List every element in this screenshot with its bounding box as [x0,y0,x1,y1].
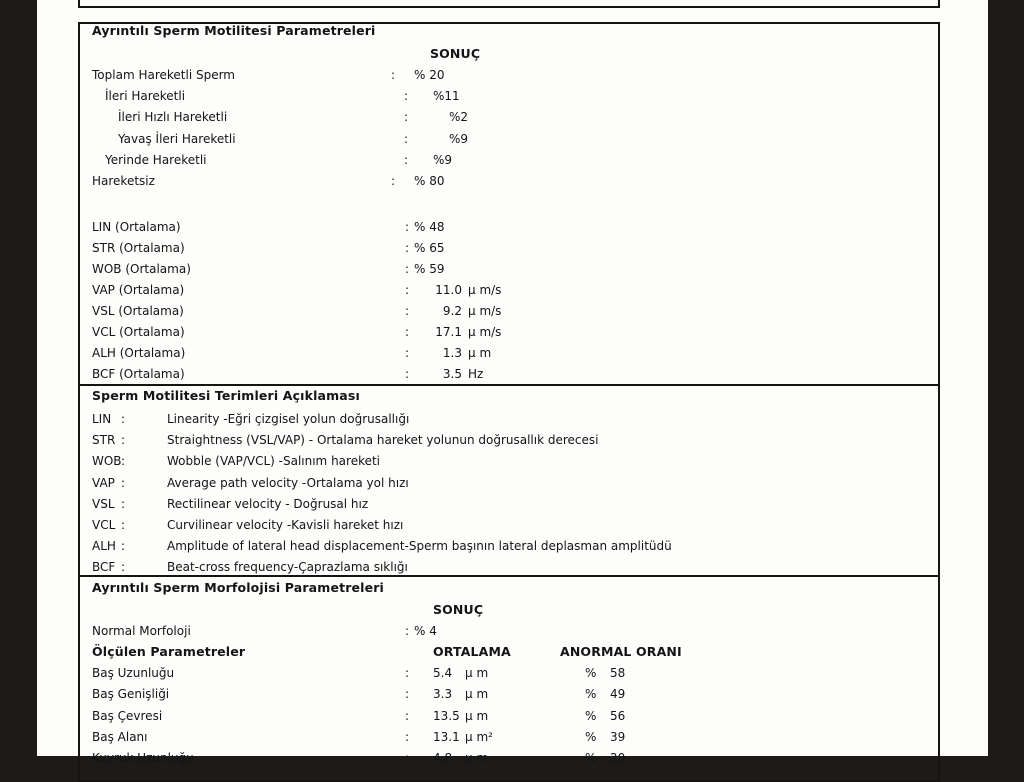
colon: : [121,454,126,468]
abnormal-value: 20 [610,751,626,765]
colon: : [391,68,396,82]
param-label: Toplam Hareketli Sperm [92,68,235,82]
previous-section-box-edge [78,0,940,8]
param-label: VSL (Ortalama) [92,304,184,318]
term-abbr: VCL [92,518,116,532]
term-abbr: VSL [92,497,115,511]
param-value: %9 [449,132,469,146]
param-label: VCL (Ortalama) [92,325,185,339]
param-label: Baş Çevresi [92,709,163,723]
term-abbr: VAP [92,476,115,490]
param-unit: µ m [465,751,489,765]
param-value: % 80 [414,174,445,188]
colon: : [405,666,410,680]
param-label: ALH (Ortalama) [92,346,186,360]
param-label: Baş Alanı [92,730,148,744]
normal-morphology-value: % 4 [414,624,437,638]
normal-morphology-colon: : [405,624,410,638]
param-unit: µ m/s [468,304,502,318]
abnormal-column-header: ANORMAL ORANI [560,644,682,659]
colon: : [405,262,410,276]
colon: : [121,476,126,490]
colon: : [121,539,126,553]
term-abbr: ALH [92,539,116,553]
param-value: 5.4 [433,666,453,680]
param-value: %11 [433,89,460,103]
abnormal-percent-sign: % [585,730,597,744]
motility-section-title: Ayrıntılı Sperm Motilitesi Parametreleri [92,23,376,38]
param-value: 13.1 [433,730,460,744]
colon: : [121,560,126,574]
colon: : [405,709,410,723]
colon: : [404,89,409,103]
param-label: BCF (Ortalama) [92,367,185,381]
term-description: Curvilinear velocity -Kavisli hareket hızı [167,518,404,532]
terms-section-title: Sperm Motilitesi Terimleri Açıklaması [92,388,360,403]
colon: : [404,132,409,146]
morphology-section-title: Ayrıntılı Sperm Morfolojisi Parametreleri [92,580,384,595]
colon: : [121,412,126,426]
abnormal-percent-sign: % [585,709,597,723]
param-label: Yavaş İleri Hareketli [118,132,236,146]
colon: : [405,751,410,765]
param-label: STR (Ortalama) [92,241,185,255]
colon: : [121,433,126,447]
param-label: VAP (Ortalama) [92,283,185,297]
normal-morphology-label: Normal Morfoloji [92,624,191,638]
param-unit: µ m [465,687,489,701]
term-abbr: BCF [92,560,116,574]
morphology-result-header: SONUÇ [433,602,484,617]
abnormal-value: 58 [610,666,626,680]
param-label: Baş Uzunluğu [92,666,175,680]
param-unit: µ m/s [468,283,502,297]
param-label: Hareketsiz [92,174,155,188]
param-value: 3.5 [442,367,462,381]
param-label: LIN (Ortalama) [92,220,181,234]
param-unit: µ m [465,709,489,723]
param-value: 13.5 [433,709,460,723]
param-unit: µ m² [465,730,493,744]
term-description: Straightness (VSL/VAP) - Ortalama hareket yolunun doğrusallık derecesi [167,433,599,447]
abnormal-value: 56 [610,709,626,723]
term-description: Rectilinear velocity - Doğrusal hız [167,497,369,511]
param-value: 17.1 [435,325,462,339]
term-description: Average path velocity -Ortalama yol hızı [167,476,409,490]
param-unit: µ m [465,666,489,680]
term-abbr: LIN [92,412,112,426]
colon: : [405,241,410,255]
colon: : [405,346,410,360]
colon: : [404,153,409,167]
colon: : [404,110,409,124]
param-label: WOB (Ortalama) [92,262,191,276]
colon: : [405,304,410,318]
param-unit: µ m [468,346,492,360]
abnormal-percent-sign: % [585,666,597,680]
colon: : [405,730,410,744]
colon: : [121,518,126,532]
param-label: İleri Hareketli [105,89,186,103]
param-value: 1.3 [442,346,462,360]
param-unit: µ m/s [468,325,502,339]
colon: : [405,283,410,297]
param-label: İleri Hızlı Hareketli [118,110,228,124]
param-value: %9 [433,153,453,167]
motility-result-header: SONUÇ [430,46,481,61]
term-description: Wobble (VAP/VCL) -Salınım hareketi [167,454,381,468]
param-value: %2 [449,110,469,124]
param-value: 4.8 [433,751,453,765]
abnormal-percent-sign: % [585,751,597,765]
param-value: % 59 [414,262,445,276]
mean-column-header: ORTALAMA [433,644,511,659]
colon: : [121,497,126,511]
colon: : [391,174,396,188]
term-description: Linearity -Eğri çizgisel yolun doğrusallığı [167,412,410,426]
param-unit: Hz [468,367,484,381]
param-value: 11.0 [435,283,462,297]
section-divider [78,575,940,577]
param-label: Yerinde Hareketli [105,153,207,167]
abnormal-value: 39 [610,730,626,744]
measured-params-header: Ölçülen Parametreler [92,644,246,659]
term-description: Beat-cross frequency-Çaprazlama sıklığı [167,560,408,574]
param-value: % 65 [414,241,445,255]
param-value: % 20 [414,68,445,82]
param-value: % 48 [414,220,445,234]
section-divider [78,384,940,386]
colon: : [405,220,410,234]
param-value: 3.3 [433,687,453,701]
term-abbr: WOB [92,454,122,468]
term-abbr: STR [92,433,116,447]
term-description: Amplitude of lateral head displacement-Sperm başının lateral deplasman amplitüdü [167,539,672,553]
abnormal-percent-sign: % [585,687,597,701]
param-value: 9.2 [442,304,462,318]
colon: : [405,367,410,381]
abnormal-value: 49 [610,687,626,701]
colon: : [405,687,410,701]
param-label: Baş Genişliği [92,687,170,701]
param-label: Kuyruk Uzunluğu [92,751,194,765]
colon: : [405,325,410,339]
